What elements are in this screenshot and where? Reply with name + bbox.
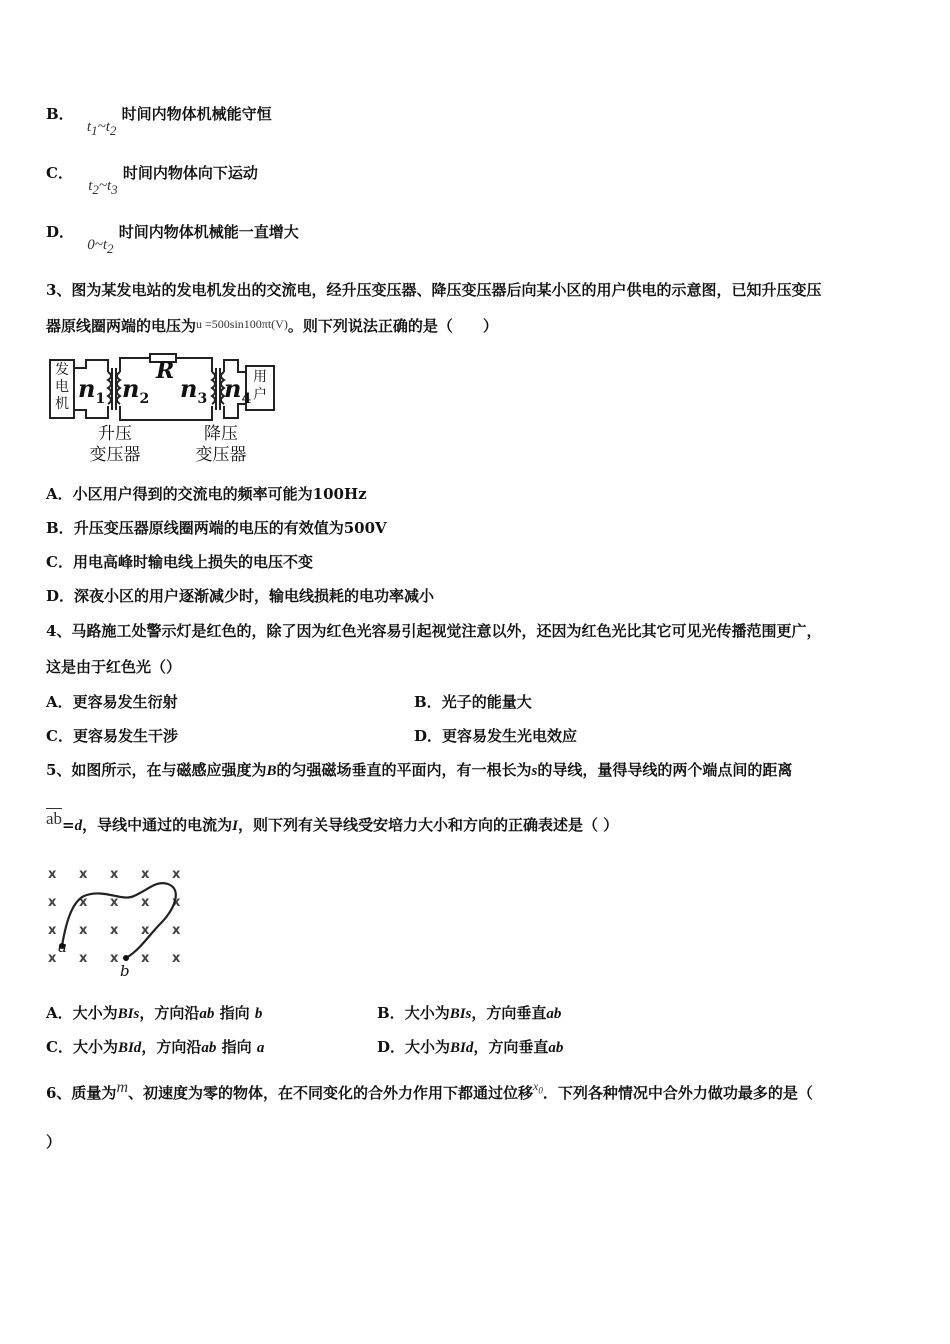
question-4-stem-line1: 4、马路施工处警示灯是红色的，除了因为红色光容易引起视觉注意以外，还因为红色光比其它可见光传播范围更广， [46, 622, 822, 640]
option-3c: C．用电高峰时输电线上损失的电压不变 [46, 553, 313, 571]
field-cross-mark: x [172, 951, 181, 966]
option-4d: D．更容易发生光电效应 [414, 727, 578, 745]
label-a: a [58, 938, 67, 956]
time-interval-formula: $t_1\sim t_2$ [86, 119, 117, 138]
field-cross-mark: x [110, 867, 119, 882]
question-4-stem-line2: 这是由于红色光（） [46, 658, 182, 676]
field-cross-mark: x [141, 923, 150, 938]
option-4c: C．更容易发生干涉 [46, 727, 178, 745]
field-cross-mark: x [172, 867, 181, 882]
option-2b [46, 104, 272, 138]
label-n4: $n_4$ [224, 374, 252, 407]
option-4a: A．更容易发生衍射 [46, 693, 178, 711]
ab-overline: ab [46, 809, 63, 828]
option-5c: C．大小为BId，方向沿ab 指向 a [46, 1038, 265, 1056]
coil-n1 [108, 372, 111, 404]
question-6-stem-line2: ） [46, 1133, 62, 1151]
option-3d: D．深夜小区的用户逐渐减少时，输电线损耗的电功率减小 [46, 587, 435, 605]
field-cross-mark: x [110, 923, 119, 938]
coil-n3 [212, 372, 215, 404]
option-4b: B．光子的能量大 [414, 693, 532, 711]
field-cross-mark: x [48, 951, 57, 966]
field-cross-mark: x [48, 923, 57, 938]
endpoint-b [123, 955, 129, 961]
question-5-stem-line2: ab=d，导线中通过的电流为I，则下列有关导线受安培力大小和方向的正确表述是（ ） [46, 809, 619, 834]
step-down-label: 降压 变压器 [195, 424, 247, 465]
option-letter: C． [46, 164, 73, 182]
option-5a: A．大小为BIs，方向沿ab 指向 b [46, 1004, 263, 1022]
option-5d: D．大小为BId，方向垂直ab [377, 1038, 564, 1056]
option-2c [46, 163, 258, 197]
option-letter: D． [46, 223, 75, 241]
option-5b: B．大小为BIs，方向垂直ab [377, 1004, 562, 1022]
option-text: 时间内物体机械能守恒 [121, 105, 272, 123]
question-3-stem-line1: 3、图为某发电站的发电机发出的交流电，经升压变压器、降压变压器后向某小区的用户供电的示意图，已知升压变压 [46, 281, 822, 299]
magnetic-field-diagram [44, 862, 194, 982]
field-cross-mark: x [141, 895, 150, 910]
step-up-label: 升压 变压器 [89, 424, 141, 465]
displacement-symbol: x0 [533, 1079, 543, 1096]
option-text: 时间内物体机械能一直增大 [118, 223, 299, 241]
generator-label: 发 电 机 [55, 362, 69, 412]
question-3-stem-line2: 器原线圈两端的电压为$^{u =500sin100\pi t(V)}$。则下列说法正确的是（ ） [46, 317, 498, 335]
field-cross-mark: x [172, 895, 181, 910]
label-n2: $n_2$ [122, 374, 150, 407]
label-n3: $n_3$ [180, 374, 208, 407]
field-cross-mark: x [79, 895, 88, 910]
user-label: 用 户 [253, 369, 267, 403]
option-text: 时间内物体向下运动 [122, 164, 258, 182]
question-5-stem-line1: 5、如图所示，在与磁感应强度为B的匀强磁场垂直的平面内，有一根长为s的导线，量得导线的两个端点间的距离 [46, 761, 793, 779]
option-3a: A．小区用户得到的交流电的频率可能为100Hz [46, 485, 367, 503]
option-2d [46, 222, 299, 256]
voltage-formula: u =500sin100πt(V) [196, 317, 288, 331]
label-b: b [120, 962, 130, 980]
field-cross-mark: x [79, 867, 88, 882]
time-interval-formula: $0\sim t_2$ [87, 237, 114, 256]
coil-n2 [117, 372, 120, 404]
field-cross-mark: x [48, 895, 57, 910]
field-cross-mark: x [110, 895, 119, 910]
field-cross-mark: x [110, 951, 119, 966]
question-6-stem-line1: 6、质量为m、初速度为零的物体，在不同变化的合外力作用下都通过位移$^{x_0}$．下列各种情况中合外力做功最多的是（ [46, 1079, 813, 1102]
field-cross-mark: x [172, 923, 181, 938]
field-cross-mark: x [48, 867, 57, 882]
field-cross-mark: x [141, 867, 150, 882]
label-n1: $n_1$ [78, 374, 106, 407]
field-cross-mark: x [79, 951, 88, 966]
option-3b: B．升压变压器原线圈两端的电压的有效值为500V [46, 519, 387, 537]
field-cross-mark: x [141, 951, 150, 966]
label-resistor: R [156, 358, 175, 384]
time-interval-formula: $t_2\sim t_3$ [88, 178, 118, 197]
magnetic-field-svg [44, 862, 194, 982]
option-letter: B． [46, 105, 74, 123]
field-cross-mark: x [79, 923, 88, 938]
transformer-diagram [46, 348, 286, 470]
